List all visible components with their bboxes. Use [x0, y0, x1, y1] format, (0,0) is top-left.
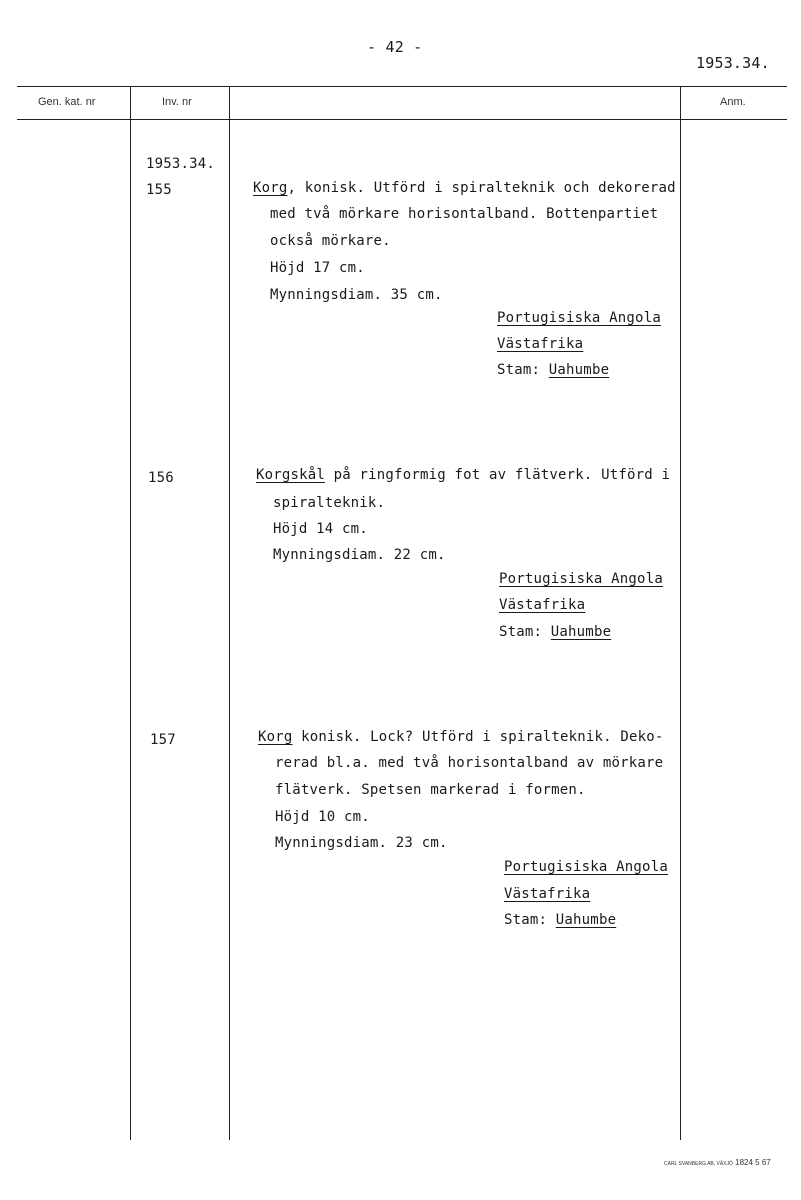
- entry-country: Portugisiska Angola: [504, 859, 668, 875]
- entry-description-line: på ringformig fot av flätverk. Utförd i: [325, 467, 671, 483]
- entry-description-line: spiralteknik.: [273, 495, 386, 511]
- printer-imprint: [664, 1158, 771, 1167]
- catalog-reference: 1953.34.: [696, 54, 770, 72]
- column-divider-2: [229, 86, 230, 1140]
- inventory-number: 157: [150, 732, 176, 748]
- entry-title: Korgskål: [256, 467, 326, 483]
- column-header-inv: Inv. nr: [162, 96, 192, 108]
- form-code: 1824 5 67: [735, 1158, 771, 1167]
- entry-first-line: [253, 180, 676, 196]
- entry-description-line: konisk. Lock? Utförd i spiralteknik. Deko-: [292, 729, 664, 745]
- entry-tribe: [499, 624, 611, 640]
- column-header-gen-kat: Gen. kat. nr: [38, 96, 96, 108]
- entry-country: Portugisiska Angola: [497, 310, 661, 326]
- entry-height: Höjd 14 cm.: [273, 521, 368, 537]
- entry-description-line: flätverk. Spetsen markerad i formen.: [275, 782, 586, 798]
- entry-first-line: [258, 729, 664, 745]
- header-top-rule: [17, 86, 787, 87]
- column-divider-1: [130, 86, 131, 1140]
- entry-description-line: också mörkare.: [270, 233, 391, 249]
- entry-tribe: [504, 912, 616, 928]
- entry-tribe: [497, 362, 609, 378]
- printer-name: CARL SVANBERG AB, VÄXJÖ: [664, 1161, 733, 1167]
- tribe-name: Uahumbe: [548, 362, 610, 378]
- entry-diameter: Mynningsdiam. 22 cm.: [273, 547, 446, 563]
- entry-first-line: [256, 467, 670, 483]
- column-divider-3: [680, 86, 681, 1140]
- entry-description-line: rerad bl.a. med två horisontalband av mörkare: [275, 755, 664, 771]
- tribe-name: Uahumbe: [555, 912, 617, 928]
- inventory-number: 155: [146, 182, 172, 198]
- entry-region: Västafrika: [497, 336, 584, 352]
- tribe-label: Stam:: [497, 362, 541, 378]
- inventory-number: 156: [148, 470, 174, 486]
- entry-description-line: , konisk. Utförd i spiralteknik och dekorerad: [287, 180, 676, 196]
- entry-title: Korg: [258, 729, 293, 745]
- entry-diameter: Mynningsdiam. 35 cm.: [270, 287, 443, 303]
- entry-region: Västafrika: [504, 886, 591, 902]
- entry-title: Korg: [253, 180, 288, 196]
- column-header-anm: Anm.: [720, 96, 746, 108]
- header-bottom-rule: [17, 119, 787, 120]
- page-number: - 42 -: [367, 38, 423, 56]
- entry-country: Portugisiska Angola: [499, 571, 663, 587]
- tribe-label: Stam:: [504, 912, 548, 928]
- entry-height: Höjd 17 cm.: [270, 260, 365, 276]
- entry-height: Höjd 10 cm.: [275, 809, 370, 825]
- entry-diameter: Mynningsdiam. 23 cm.: [275, 835, 448, 851]
- entry-region: Västafrika: [499, 597, 586, 613]
- entry-description-line: med två mörkare horisontalband. Bottenpartiet: [270, 206, 659, 222]
- collection-label: 1953.34.: [146, 156, 216, 172]
- tribe-label: Stam:: [499, 624, 543, 640]
- tribe-name: Uahumbe: [550, 624, 612, 640]
